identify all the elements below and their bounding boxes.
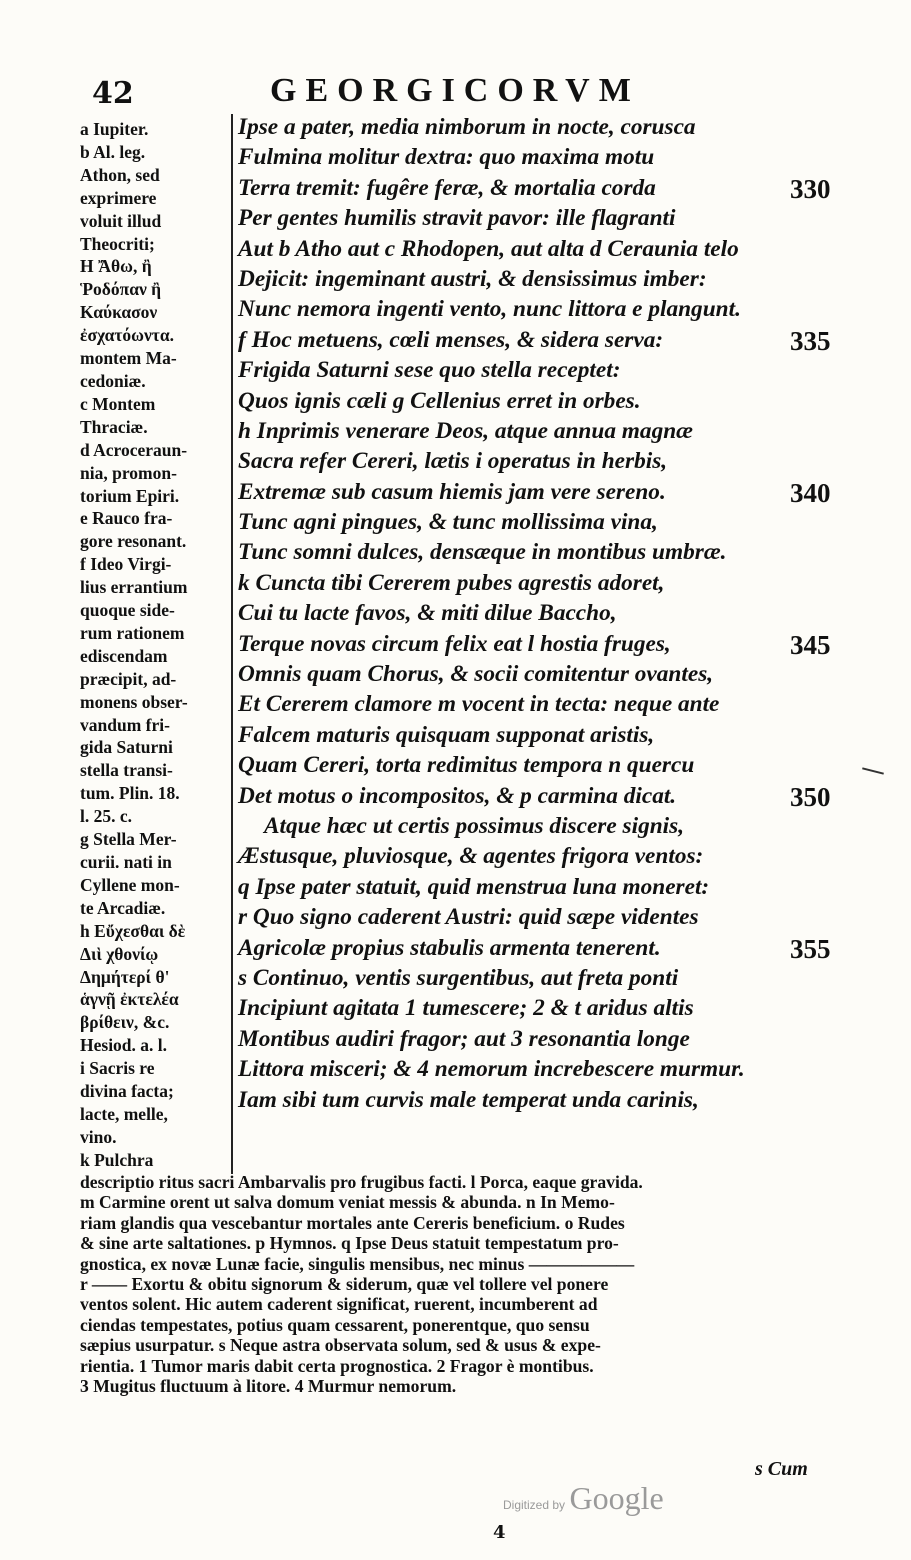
watermark-brand: Google xyxy=(569,1480,664,1516)
footnote-line: descriptio ritus sacri Ambarvalis pro frugibus facti. l Porca, eaque gravida. xyxy=(80,1172,643,1192)
line-number: 330 xyxy=(790,173,831,204)
watermark-prefix: Digitized by xyxy=(503,1498,566,1512)
page-number: 42 xyxy=(92,76,134,111)
verse-line: s Continuo, ventis surgentibus, aut freta ponti xyxy=(238,964,679,991)
margin-note-line: Δημήτερί θ' xyxy=(80,966,170,987)
margin-note-line: gida Saturni xyxy=(80,737,173,758)
margin-note-line: h Εὔχεσθαι δὲ xyxy=(80,920,186,941)
signature-mark: 4 xyxy=(493,1522,506,1543)
verse-line: Æstusque, pluviosque, & agentes frigora ventos: xyxy=(238,843,704,870)
margin-notes xyxy=(80,118,232,1178)
margin-note-line: i Sacris re xyxy=(80,1058,155,1079)
verse-line: r Quo signo caderent Austri: quid sæpe videntes xyxy=(238,904,699,931)
verse-line: Terque novas circum felix eat l hostia fruges, xyxy=(238,630,671,657)
margin-note-line: stella transi- xyxy=(80,760,173,781)
digitized-watermark xyxy=(503,1480,664,1517)
verse-line: q Ipse pater statuit, quid menstrua luna moneret: xyxy=(238,873,710,900)
verse-line: Tunc somni dulces, densæque in montibus umbræ. xyxy=(238,539,727,566)
verse-block xyxy=(238,112,838,1115)
verse-line: Iam sibi tum curvis male temperat unda carinis, xyxy=(238,1086,699,1113)
margin-note-line: ediscendam xyxy=(80,645,168,666)
margin-note-line: Cyllene mon- xyxy=(80,874,180,895)
footnote-line: ciendas tempestates, potius quam cessarent, ponerentque, quo sensu xyxy=(80,1314,590,1335)
footnote-line: m Carmine orent ut salva domum veniat messis & abunda. n In Memo- xyxy=(80,1192,615,1213)
margin-note-line: Thraciæ. xyxy=(80,416,148,437)
verse-line: f Hoc metuens, cœli menses, & sidera serva: xyxy=(238,326,664,353)
line-number: 350 xyxy=(790,781,831,812)
verse-line: k Cuncta tibi Cererem pubes agrestis adoret, xyxy=(238,569,665,596)
verse-line: Sacra refer Cereri, lætis i operatus in herbis, xyxy=(238,448,668,475)
margin-note-line: Hesiod. a. l. xyxy=(80,1035,168,1056)
footnote-line: sæpius usurpatur. s Neque astra observata solum, sed & usus & expe- xyxy=(80,1335,601,1356)
margin-note-line: a Iupiter. xyxy=(80,119,149,139)
catchword: s Cum xyxy=(755,1458,808,1480)
margin-note-line: b Al. leg. xyxy=(80,141,146,162)
margin-note-line: vandum fri- xyxy=(80,714,170,735)
running-title: GEORGICORVM xyxy=(270,72,640,109)
margin-stroke xyxy=(862,767,884,774)
margin-note-line: gore resonant. xyxy=(80,531,187,552)
margin-note-line: rum rationem xyxy=(80,622,185,643)
margin-note-line: d Acroceraun- xyxy=(80,439,188,460)
margin-note-line: tum. Plin. 18. xyxy=(80,783,180,804)
margin-note-line: e Rauco fra- xyxy=(80,508,173,529)
footnotes xyxy=(80,1172,830,1396)
verse-line: Fulmina molitur dextra: quo maxima motu xyxy=(238,144,655,171)
margin-note-line: c Montem xyxy=(80,393,156,414)
verse-line: Montibus audiri fragor; aut 3 resonantia longe xyxy=(238,1025,690,1052)
verse-line: Littora misceri; & 4 nemorum increbescere murmur. xyxy=(238,1056,745,1083)
verse-line: Det motus o incompositos, & p carmina dicat. xyxy=(238,782,677,809)
margin-note-line: f Ideo Virgi- xyxy=(80,554,172,575)
verse-line: Incipiunt agitata 1 tumescere; 2 & t aridus altis xyxy=(238,995,694,1022)
line-number: 340 xyxy=(790,477,831,508)
verse-line: h Inprimis venerare Deos, atque annua magnæ xyxy=(238,417,694,444)
margin-note-line: Athon, sed xyxy=(80,164,160,185)
margin-note-line: divina facta; xyxy=(80,1081,174,1102)
margin-note-line: Theocriti; xyxy=(80,233,155,254)
verse-line: Extremæ sub casum hiemis jam vere sereno. xyxy=(238,478,666,505)
footnote-line: rientia. 1 Tumor maris dabit certa prognostica. 2 Fragor è montibus. xyxy=(80,1355,594,1376)
margin-note-line: Διὶ χθονίῳ xyxy=(80,943,159,964)
margin-note-line: torium Epiri. xyxy=(80,485,180,506)
footnote-line: r —— Exortu & obitu signorum & siderum, quæ vel tollere vel ponere xyxy=(80,1274,609,1295)
margin-note-line: lius errantium xyxy=(80,577,188,598)
verse-line: Dejicit: ingeminant austri, & densissimus imber: xyxy=(238,265,707,292)
verse-line: Et Cererem clamore m vocent in tecta: neque ante xyxy=(238,691,720,718)
margin-note-line: Καύκασον xyxy=(80,302,158,323)
margin-note-line: montem Ma- xyxy=(80,348,177,369)
verse-line: Per gentes humilis stravit pavor: ille flagranti xyxy=(238,205,676,232)
margin-note-line: ἐσχατόωντα. xyxy=(80,325,174,346)
margin-note-line: g Stella Mer- xyxy=(80,829,177,850)
footnote-line: 3 Mugitus fluctuum à litore. 4 Murmur nemorum. xyxy=(80,1376,457,1397)
margin-note-line: k Pulchra xyxy=(80,1149,154,1170)
line-number: 335 xyxy=(790,325,831,356)
margin-note-line: curii. nati in xyxy=(80,852,172,872)
verse-line: Tunc agni pingues, & tunc mollissima vina, xyxy=(238,509,658,536)
verse-line: Nunc nemora ingenti vento, nunc littora e plangunt. xyxy=(238,296,741,323)
margin-note-line: cedoniæ. xyxy=(80,370,146,391)
footnote-line: riam glandis qua vescebantur mortales ante Cereris beneficium. o Rudes xyxy=(80,1212,625,1233)
verse-line: Omnis quam Chorus, & socii comitentur ovantes, xyxy=(238,661,714,688)
margin-note-line: voluit illud xyxy=(80,210,162,231)
margin-note-line: l. 25. c. xyxy=(80,806,133,827)
margin-note-line: vino. xyxy=(80,1126,117,1147)
margin-note-line: Ῥοδόπαν ἢ xyxy=(80,279,162,300)
margin-note-line: ἁγνῇ ἐκτελέα xyxy=(80,989,179,1010)
margin-note-line: exprimere xyxy=(80,187,157,208)
verse-line: Aut b Atho aut c Rhodopen, aut alta d Ceraunia telo xyxy=(238,235,739,262)
margin-note-line: lacte, melle, xyxy=(80,1103,168,1124)
margin-note-line: præcipit, ad- xyxy=(80,668,177,689)
line-number: 355 xyxy=(790,933,831,964)
margin-note-line: quoque side- xyxy=(80,600,175,621)
verse-line: Agricolæ propius stabulis armenta tenerent. xyxy=(238,934,661,961)
verse-line: Quos ignis cæli g Cellenius erret in orbes. xyxy=(238,387,641,414)
line-number: 345 xyxy=(790,629,831,660)
verse-line: Falcem maturis quisquam supponat aristis, xyxy=(238,721,655,748)
verse-line: Quam Cereri, torta redimitus tempora n quercu xyxy=(238,752,695,779)
column-rule xyxy=(231,114,233,1174)
margin-note-line: βρίθειν, &c. xyxy=(80,1012,170,1033)
verse-line: Ipse a pater, media nimborum in nocte, corusca xyxy=(238,114,696,140)
verse-line: Cui tu lacte favos, & miti dilue Baccho, xyxy=(238,600,617,627)
footnote-line: ventos solent. Hic autem caderent significat, ruerent, incumberent ad xyxy=(80,1294,598,1315)
margin-note-line: te Arcadiæ. xyxy=(80,897,166,918)
margin-note-line: nia, promon- xyxy=(80,462,177,483)
verse-line: Atque hæc ut certis possimus discere signis, xyxy=(264,812,685,839)
footnote-line: gnostica, ex novæ Lunæ facie, singulis mensibus, nec minus —————— xyxy=(80,1253,635,1274)
verse-line: Frigida Saturni sese quo stella receptet: xyxy=(238,357,621,384)
margin-note-line: Η Ἄθω, ἢ xyxy=(80,256,152,277)
verse-line: Terra tremit: fugêre feræ, & mortalia corda xyxy=(238,174,656,201)
margin-note-line: monens obser- xyxy=(80,691,188,712)
footnote-line: & sine arte saltationes. p Hymnos. q Ipse Deus statuit tempestatum pro- xyxy=(80,1233,619,1254)
